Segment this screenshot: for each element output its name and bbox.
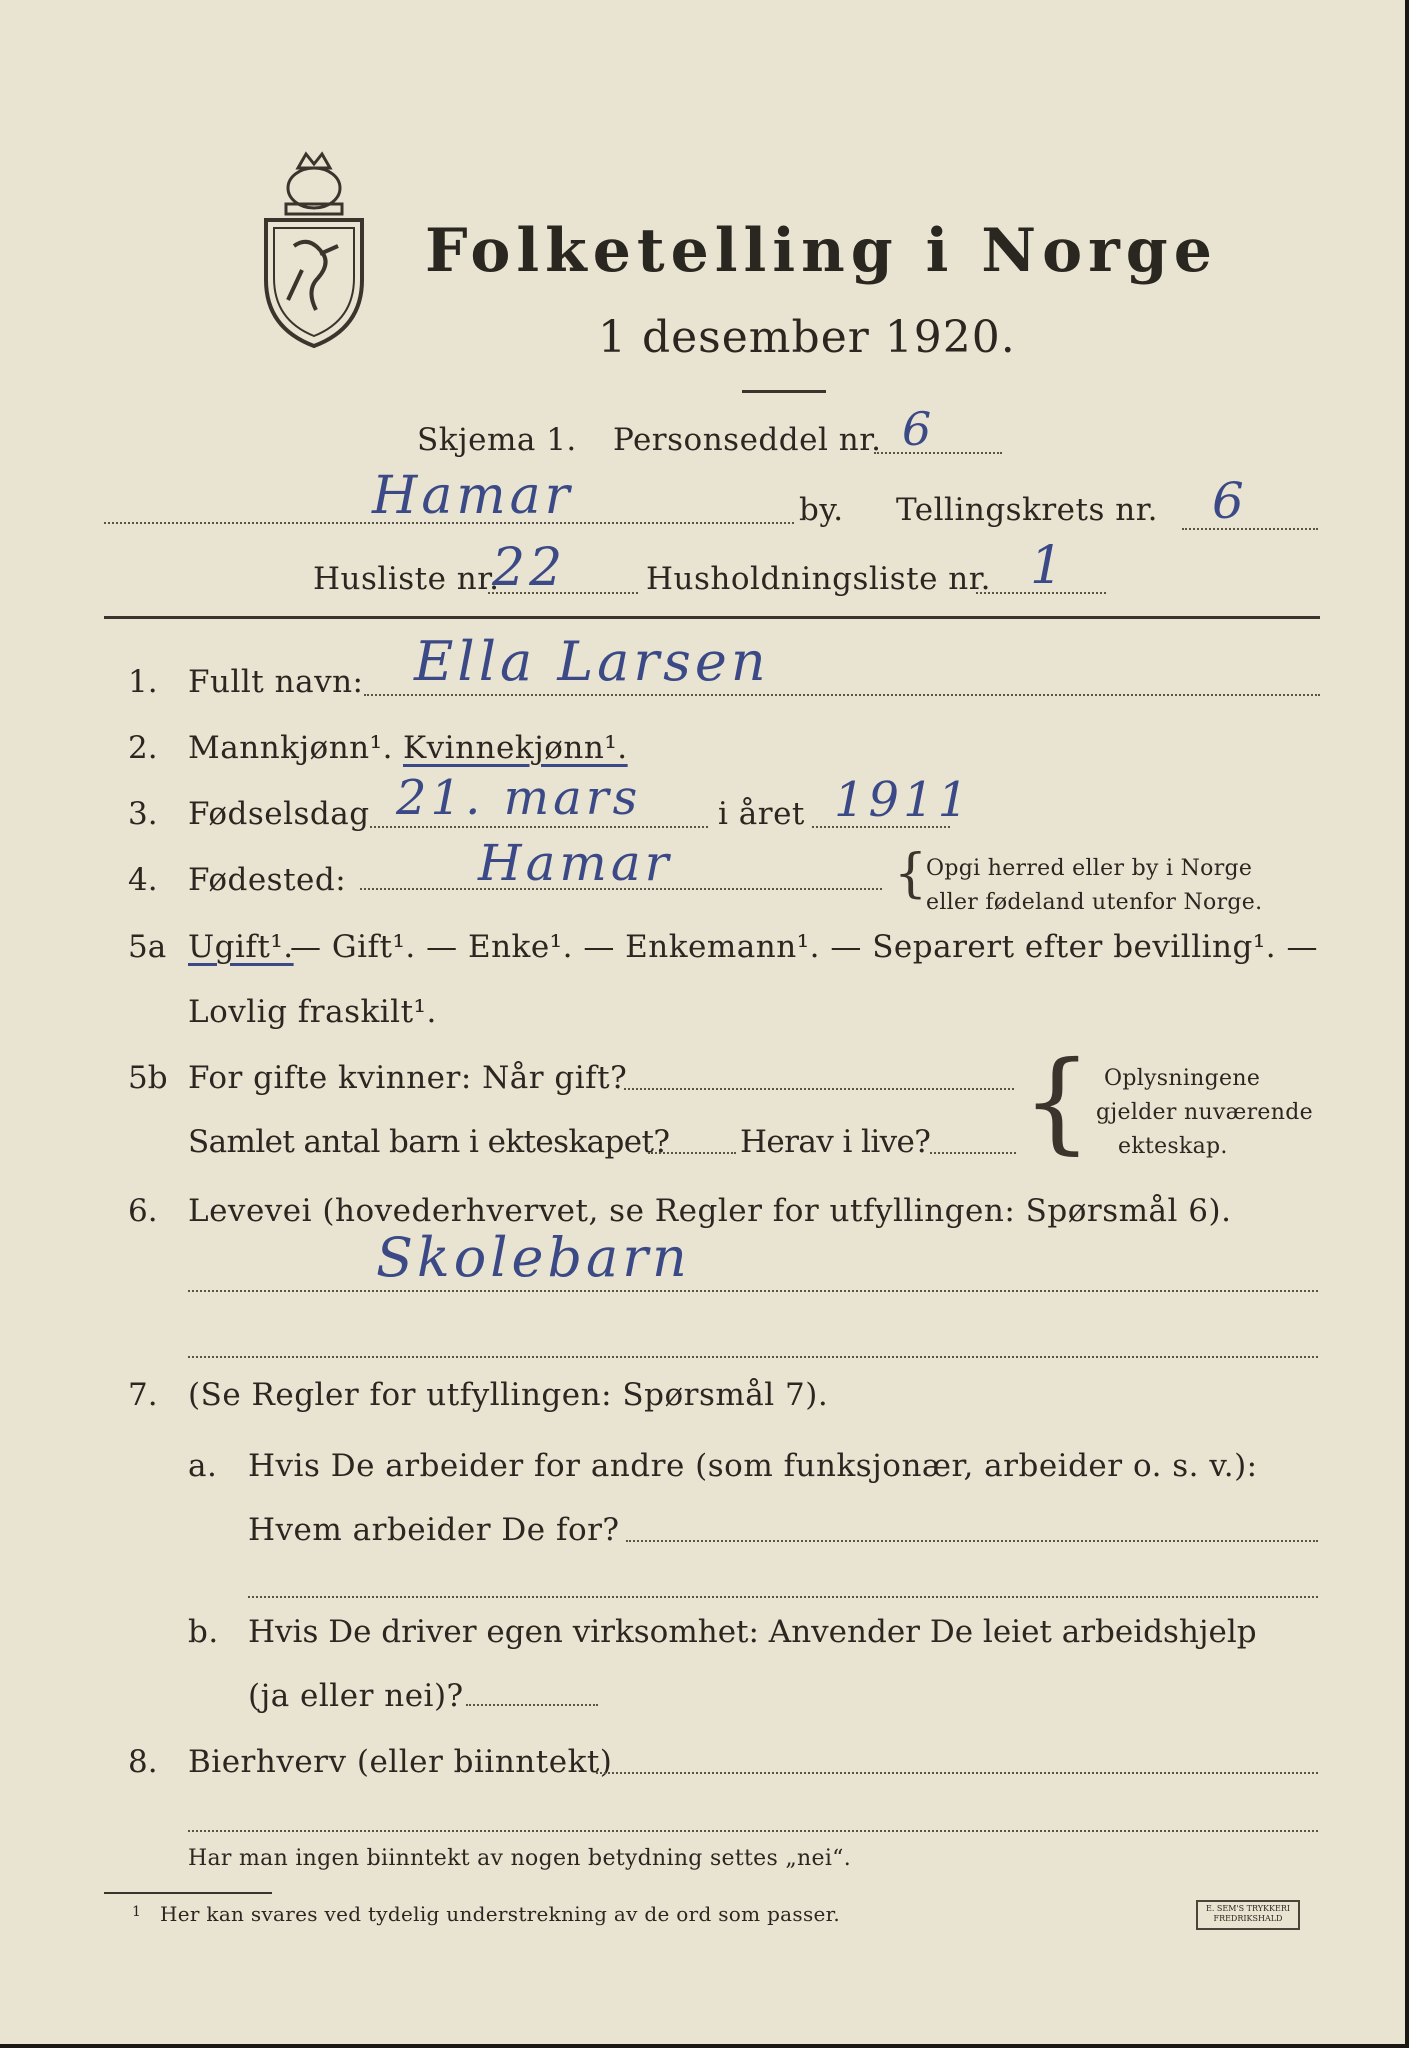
header-divider xyxy=(104,616,1320,619)
q7a-question: Hvem arbeider De for? xyxy=(248,1512,620,1548)
q5a-rest: — Gift¹. — Enke¹. — Enkemann¹. — Separert efter bevilling¹. — xyxy=(290,929,1318,965)
q8-line-1 xyxy=(596,1772,1318,1774)
tellingskrets-line xyxy=(1182,528,1318,530)
q8-line-2 xyxy=(188,1830,1318,1832)
q6-number: 6. xyxy=(128,1193,158,1229)
husholdning-label: Husholdningsliste nr. xyxy=(646,561,992,597)
title-divider xyxy=(742,390,826,393)
husliste-value[interactable]: 22 xyxy=(492,538,567,598)
q6-line-2 xyxy=(188,1356,1318,1358)
footnote-divider xyxy=(104,1892,272,1894)
q5b-label-2: Samlet antal barn i ekteskapet? xyxy=(188,1124,670,1160)
skjema-label: Skjema 1. xyxy=(417,422,577,458)
footnote-text: Her kan svares ved tydelig understrekning av de ord som passer. xyxy=(160,1902,840,1926)
q6-value[interactable]: Skolebarn xyxy=(376,1226,691,1289)
form-date: 1 desember 1920. xyxy=(598,312,1016,363)
q2-female: Kvinnekjønn¹. xyxy=(403,730,628,766)
q4-brace: { xyxy=(894,844,928,904)
q5b-brace: { xyxy=(1022,1037,1092,1165)
q4-number: 4. xyxy=(128,862,158,898)
form-title: Folketelling i Norge xyxy=(425,216,1218,286)
q5b-married-line xyxy=(624,1088,1014,1090)
q6-label: Levevei (hovederhvervet, se Regler for utfyllingen: Spørsmål 6). xyxy=(188,1193,1232,1229)
q3-label: Fødselsdag xyxy=(188,796,370,832)
q3-number: 3. xyxy=(128,796,158,832)
footnote-mark: 1 xyxy=(132,1904,141,1920)
q6-line-1 xyxy=(188,1290,1318,1292)
personseddel-line xyxy=(874,452,1002,454)
q5b-number: 5b xyxy=(128,1060,168,1096)
tellingskrets-label: Tellingskrets nr. xyxy=(896,492,1158,528)
q1-label: Fullt navn: xyxy=(188,664,364,700)
personseddel-label: Personseddel nr. xyxy=(613,422,882,458)
biinntekt-note: Har man ingen biinntekt av nogen betydning settes „nei“. xyxy=(188,1846,852,1871)
q3-date-line xyxy=(370,826,708,828)
q3-value[interactable]: 21. mars xyxy=(396,770,642,826)
q7a-letter: a. xyxy=(188,1448,218,1484)
q4-note-2: eller fødeland utenfor Norge. xyxy=(926,890,1263,915)
by-label: by. xyxy=(799,492,844,528)
q7a-line-1 xyxy=(626,1540,1318,1542)
q5b-note-2: gjelder nuværende xyxy=(1096,1100,1313,1125)
q5a-number: 5a xyxy=(128,929,167,965)
q5b-label-1: For gifte kvinner: Når gift? xyxy=(188,1060,628,1096)
q1-number: 1. xyxy=(128,664,158,700)
q5b-note-3: ekteskap. xyxy=(1118,1134,1228,1159)
q4-note-1: Opgi herred eller by i Norge xyxy=(926,856,1253,881)
q7a-text: Hvis De arbeider for andre (som funksjonær, arbeider o. s. v.): xyxy=(248,1448,1258,1484)
coat-of-arms-icon xyxy=(258,150,370,350)
q8-label: Bierhverv (eller biinntekt) xyxy=(188,1744,613,1780)
husliste-label: Husliste nr. xyxy=(313,561,500,597)
q4-label: Fødested: xyxy=(188,862,347,898)
q3-year-label: i året xyxy=(718,796,805,832)
q7b-letter: b. xyxy=(188,1614,219,1650)
q7b-question: (ja eller nei)? xyxy=(248,1678,464,1714)
q2-male: Mannkjønn¹. xyxy=(188,730,393,766)
husholdning-value[interactable]: 1 xyxy=(1030,536,1068,596)
q4-value[interactable]: Hamar xyxy=(478,834,673,892)
q7b-line xyxy=(466,1704,598,1706)
q7a-line-2 xyxy=(248,1596,1318,1598)
q5b-children-line xyxy=(648,1152,736,1154)
q3-year-value[interactable]: 1911 xyxy=(834,772,973,828)
tellingskrets-value[interactable]: 6 xyxy=(1212,472,1248,530)
city-value[interactable]: Hamar xyxy=(372,466,574,526)
q5b-label-3: Herav i live? xyxy=(740,1124,931,1160)
printer-stamp: E. SEM'S TRYKKERI FREDRIKSHALD xyxy=(1196,1900,1300,1930)
q5b-note-1: Oplysningene xyxy=(1104,1066,1261,1091)
personseddel-value[interactable]: 6 xyxy=(902,402,936,456)
q1-line xyxy=(364,694,1320,696)
q1-value[interactable]: Ella Larsen xyxy=(414,630,770,693)
q5b-alive-line xyxy=(930,1152,1016,1154)
q5a-line2: Lovlig fraskilt¹. xyxy=(188,994,437,1030)
q7b-text: Hvis De driver egen virksomhet: Anvender De leiet arbeidshjelp xyxy=(248,1614,1257,1650)
q7-number: 7. xyxy=(128,1377,158,1413)
q5a-ugift: Ugift¹. xyxy=(188,929,294,965)
q2-number: 2. xyxy=(128,730,158,766)
q8-number: 8. xyxy=(128,1744,158,1780)
q7-label: (Se Regler for utfyllingen: Spørsmål 7). xyxy=(188,1377,829,1413)
